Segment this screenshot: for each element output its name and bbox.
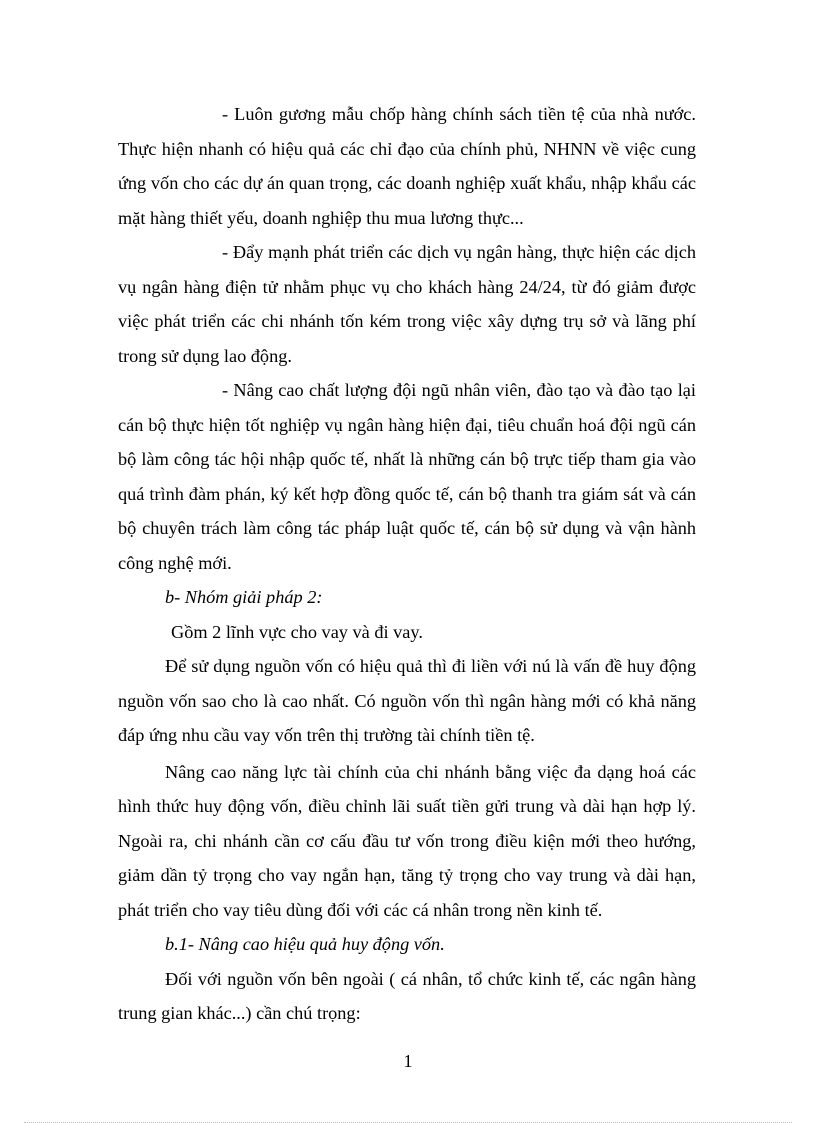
paragraph-external-capital: Đối với nguồn vốn bên ngoài ( cá nhân, tổ chức kinh tế, các ngân hàng trung gian khác...) cần chú trọng: bbox=[118, 968, 696, 1023]
page-number: 1 bbox=[403, 1051, 413, 1071]
paragraph-capital-mobilization: Để sử dụng nguồn vốn có hiệu quả thì đi liền với nú là vấn đề huy động nguồn vốn sao cho là cao nhất. Có nguồn vốn thì ngân hàng mới có khả năng đáp ứng nhu cầu vay vốn trên thị trường tài chính tiền tệ. bbox=[118, 656, 696, 745]
paragraph-monetary-policy: - Luôn gương mẫu chốp hàng chính sách tiền tệ của nhà nước. Thực hiện nhanh có hiệu quả các chỉ đạo của chính phủ, NHNN về việc cung ứng vốn cho các dự án quan trọng, các doanh nghiệp xuất khẩu, nhập khẩu các mặt hàng thiết yếu, doanh nghiệp thu mua lương thực... bbox=[118, 104, 696, 228]
paragraph-banking-services: - Đẩy mạnh phát triển các dịch vụ ngân hàng, thực hiện các dịch vụ ngân hàng điện tử nhằm phục vụ cho khách hàng 24/24, từ đó giảm được việc phát triển các chi nhánh tốn kém trong việc xây dựng trụ sở và lãng phí trong sử dụng lao động. bbox=[118, 242, 696, 366]
paragraph-staff-quality: - Nâng cao chất lượng đội ngũ nhân viên, đào tạo và đào tạo lại cán bộ thực hiện tốt nghiệp vụ ngân hàng hiện đại, tiêu chuẩn hoá đội ngũ cán bộ làm công tác hội nhập quốc tế, nhất là những cán bộ trực tiếp tham gia vào quá trình đàm phán, ký kết hợp đồng quốc tế, cán bộ thanh tra giám sát và cán bộ chuyên trách làm công tác pháp luật quốc tế, cán bộ sử dụng và vận hành công nghệ mới. bbox=[118, 380, 696, 573]
paragraph-financial-capacity: Nâng cao năng lực tài chính của chi nhánh bằng việc đa dạng hoá các hình thức huy động vốn, điều chỉnh lãi suất tiền gửi trung và dài hạn hợp lý. Ngoài ra, chi nhánh cần cơ cấu đầu tư vốn trong điều kiện mới theo hướng, giảm dần tỷ trọng cho vay ngắn hạn, tăng tỷ trọng cho vay trung và dài hạn, phát triển cho vay tiêu dùng đối với các cá nhân trong nền kinh tế. bbox=[118, 761, 696, 920]
heading-b1-mobilization-efficiency: b.1- Nâng cao hiệu quả huy động vốn. bbox=[165, 934, 445, 954]
document-body bbox=[118, 97, 696, 1031]
heading-solution-group-2: b- Nhóm giải pháp 2: bbox=[165, 587, 323, 607]
line-two-fields: Gồm 2 lĩnh vực cho vay và đi vay. bbox=[171, 621, 423, 642]
